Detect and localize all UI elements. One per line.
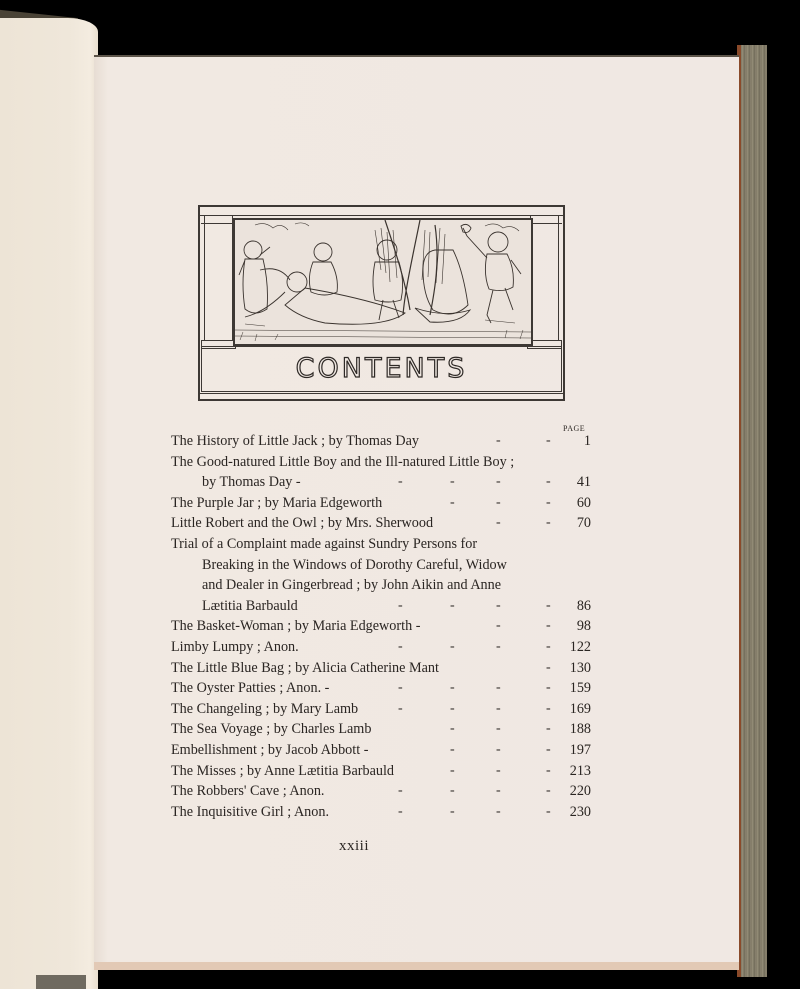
toc-page-number: 98 [576,618,591,635]
leader-dash: - [450,783,455,799]
leader-dash: - [496,783,501,799]
leader-dash: - [546,659,551,675]
toc-entry-title: and Dealer in Gingerbread ; by John Aikin and Anne [202,577,502,594]
left-pillar [204,215,233,343]
leader-dash: - [546,515,551,531]
pillar-capital [201,217,236,224]
toc-entry-title: The Good-natured Little Boy and the Ill-natured Little Boy ; [171,453,515,470]
leader-dash: - [496,638,501,654]
leader-dash: - [546,474,551,490]
leader-dash: - [398,638,403,654]
leader-dash: - [450,700,455,716]
toc-page-number: 188 [569,721,591,738]
toc-entry-title: The Little Blue Bag ; by Alicia Catherine Mant [171,659,439,676]
leader-dash: - [546,741,551,757]
leader-dash: - [450,680,455,696]
toc-entry-line [171,719,591,740]
right-pillar [530,215,559,343]
toc-entry-line [171,575,591,596]
toc-page-number: 130 [569,659,591,676]
leader-dash: - [546,803,551,819]
toc-entry-title: Embellishment ; by Jacob Abbott - [171,741,369,758]
leader-dash: - [450,597,455,613]
book-cover-right-edge [737,45,767,977]
page-column-label: PAGE [563,424,586,433]
leader-dash: - [496,597,501,613]
leader-dash: - [496,494,501,510]
toc-page-number: 60 [576,494,591,511]
toc-page-number: 169 [569,700,591,717]
toc-entry-title: The Sea Voyage ; by Charles Lamb [171,721,372,738]
toc-entry-title: Lætitia Barbauld [202,597,298,614]
children-illustration [233,218,533,346]
leader-dash: - [496,474,501,490]
leader-dash: - [450,803,455,819]
leader-dash: - [450,741,455,757]
leader-dash: - [398,680,403,696]
toc-entry-title: Trial of a Complaint made against Sundry Persons for [171,535,478,552]
toc-entry-line [171,431,591,452]
leader-dash: - [496,680,501,696]
toc-entry-line [171,534,591,555]
leader-dash: - [546,783,551,799]
leader-dash: - [496,803,501,819]
leader-dash: - [496,618,501,634]
toc-page-number: 41 [576,474,591,491]
toc-entry-title: Breaking in the Windows of Dorothy Careful, Widow [202,556,507,573]
toc-entry-line [171,513,591,534]
toc-entry-line [171,596,591,617]
table-of-contents [171,431,591,822]
contents-title-panel [201,346,562,392]
leader-dash: - [496,515,501,531]
toc-entry-title: The Misses ; by Anne Lætitia Barbauld [171,762,395,779]
toc-entry-line [171,493,591,514]
toc-page-number: 70 [576,515,591,532]
leader-dash: - [496,700,501,716]
leader-dash: - [546,638,551,654]
toc-page-number: 122 [569,638,591,655]
page-edge-bottom [94,962,739,970]
leader-dash: - [546,433,551,448]
contents-heading: CONTENTS [295,353,468,384]
leader-dash: - [450,762,455,778]
leader-dash: - [398,474,403,490]
toc-entry-line [171,699,591,720]
leader-dash: - [496,762,501,778]
toc-entry-line [171,616,591,637]
ornament-base [198,393,565,401]
leader-dash: - [496,433,501,448]
ornament-entablature [198,205,565,216]
leader-dash: - [546,618,551,634]
toc-entry-title: The Oyster Patties ; Anon. - [171,680,330,697]
toc-entry-title: The History of Little Jack ; by Thomas Day [171,433,419,449]
toc-page-number: 213 [569,762,591,779]
toc-page-number: 86 [576,597,591,614]
leader-dash: - [450,474,455,490]
leader-dash: - [398,803,403,819]
toc-page-number: 197 [569,741,591,758]
leader-dash: - [398,700,403,716]
toc-entry-line [171,678,591,699]
toc-page-number: 159 [569,680,591,697]
toc-entry-line [171,761,591,782]
toc-entry-title: by Thomas Day - [202,474,301,491]
toc-entry-line [171,781,591,802]
leader-dash: - [496,741,501,757]
toc-entry-line [171,740,591,761]
toc-page-number: 1 [583,433,591,449]
toc-page-number: 230 [569,803,591,820]
leader-dash: - [450,494,455,510]
toc-entry-line [171,637,591,658]
toc-entry-title: Limby Lumpy ; Anon. [171,638,299,655]
contents-header-ornament [198,205,565,401]
toc-entry-line [171,452,591,473]
toc-entry-title: The Purple Jar ; by Maria Edgeworth [171,494,383,511]
toc-entry-line [171,802,591,823]
leader-dash: - [398,597,403,613]
toc-entry-title: The Basket-Woman ; by Maria Edgeworth - [171,618,421,635]
leader-dash: - [450,721,455,737]
toc-entry-title: The Changeling ; by Mary Lamb [171,700,359,717]
toc-entry-line [171,472,591,493]
toc-page-number: 220 [569,783,591,800]
leader-dash: - [450,638,455,654]
leader-dash: - [546,597,551,613]
engraving-icon [235,220,531,344]
toc-entry-line [171,555,591,576]
leader-dash: - [546,762,551,778]
page-folio: xxiii [339,838,370,854]
toc-entry-title: Little Robert and the Owl ; by Mrs. Sherwood [171,515,434,532]
leader-dash: - [546,700,551,716]
leader-dash: - [496,721,501,737]
leader-dash: - [546,494,551,510]
toc-entry-line [171,658,591,679]
leader-dash: - [546,721,551,737]
toc-entry-title: The Inquisitive Girl ; Anon. [171,803,330,820]
leader-dash: - [398,783,403,799]
toc-entry-title: The Robbers' Cave ; Anon. [171,783,325,800]
facing-page-left [0,18,98,989]
left-cover-bottom-edge [36,975,86,989]
leader-dash: - [546,680,551,696]
